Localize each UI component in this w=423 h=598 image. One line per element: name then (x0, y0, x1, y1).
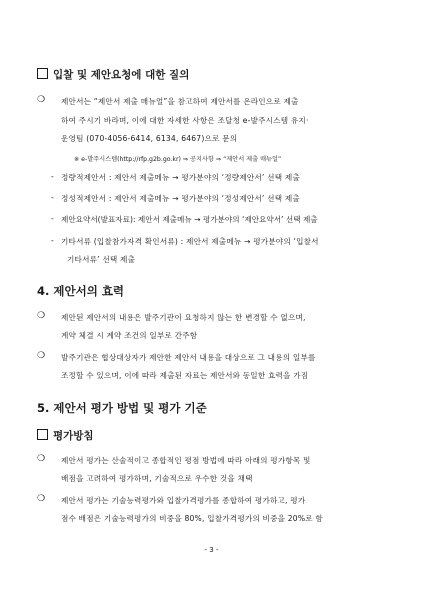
bullet-circle-icon: ❍ (37, 351, 46, 361)
paragraph-line: 제안서 평가는 산술적이고 종합적인 평점 방법에 따라 아래의 평가항목 및 (61, 456, 311, 465)
paragraph-line: 배점을 고려하여 평가하며, 기술적으로 우수한 것을 채택 (61, 474, 253, 483)
paragraph-line: 점수 배점은 기술능력평가의 비중을 80%, 입찰가격평가의 비중을 20%로 함 (61, 514, 323, 523)
paragraph-line: 제안서는 “제안서 제출 매뉴얼”을 참고하여 제안서를 온라인으로 제출 (61, 97, 299, 106)
list-dash: - (51, 214, 54, 223)
list-dash: - (51, 193, 54, 202)
bullet-circle-icon: ❍ (37, 95, 46, 105)
list-item: 제안요약서(발표자료): 제안서 제출메뉴 → 평가분야의 ‘제안요약서’ 선택 제출 (61, 215, 318, 224)
list-dash: - (51, 236, 54, 245)
bullet-circle-icon: ❍ (37, 311, 46, 321)
list-item: 정량적제안서 : 제안서 제출메뉴 → 평가분야의 ‘정량제안서’ 선택 제출 (61, 173, 300, 182)
sub-heading-evaluation-policy: 평가방침 (37, 428, 94, 443)
page-number: - 3 - (204, 546, 219, 554)
bullet-circle-icon: ❍ (37, 454, 46, 464)
list-item: 기타서류 (입찰참가자격 확인서류) : 제안서 제출메뉴 → 평가분야의 ‘입찰서 (61, 237, 319, 246)
section-heading-4: 4. 제안서의 효력 (37, 284, 125, 298)
paragraph-line: 계약 체결 시 계약 조건의 일부로 간주함 (61, 331, 198, 340)
checkbox-square-icon (37, 68, 48, 79)
list-item-continued: 기타서류’ 선택 제출 (67, 255, 136, 264)
paragraph-line: 하여 주시기 바라며, 이에 대한 자세한 사항은 조달청 e-발주시스템 유지· (61, 116, 309, 125)
section-heading-bidding: 입찰 및 제안요청에 대한 질의 (37, 67, 189, 82)
checkbox-square-icon (37, 429, 48, 440)
paragraph-line: 제안서 평가는 기술능력평가와 입찰가격평가를 종합하여 평가하고, 평가 (61, 496, 306, 505)
paragraph-line: 운영팀 (070-4056-6414, 6134, 6467)으로 문의 (61, 134, 238, 143)
list-dash: - (51, 172, 54, 181)
list-item: 정성적제안서 : 제안서 제출메뉴 → 평가분야의 ‘정성제안서’ 선택 제출 (61, 194, 300, 203)
paragraph-line: 발주기관은 협상대상자가 제안한 제안서 내용을 대상으로 그 내용의 일부를 (61, 353, 316, 362)
bullet-circle-icon: ❍ (37, 494, 46, 504)
reference-note: ※ e-발주시스템(http://rfp.g2b.go.kr) ⇒ 공지사항 ⇒ “제안서 제출 매뉴얼” (74, 156, 282, 163)
paragraph-line: 제안된 제안서의 내용은 발주기관이 요청하지 않는 한 변경할 수 없으며, (61, 313, 306, 322)
paragraph-line: 조정할 수 있으며, 이에 따라 제출된 자료는 제안서와 동일한 효력을 가짐 (61, 371, 309, 380)
section-heading-5: 5. 제안서 평가 방법 및 평가 기준 (37, 401, 207, 415)
